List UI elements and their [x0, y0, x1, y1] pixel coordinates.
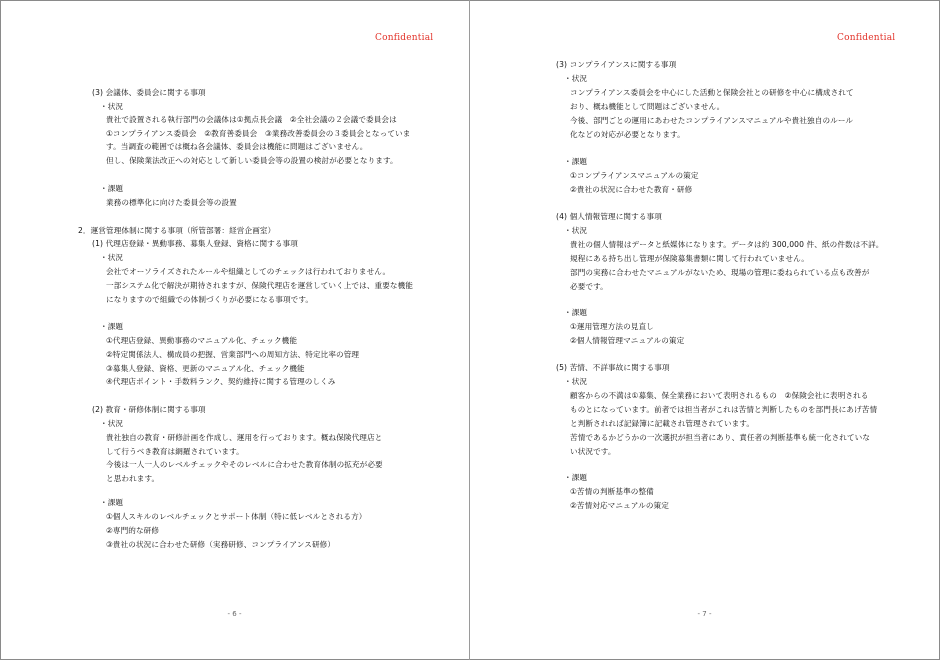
text-line: ④代理店ポイント・手数料ランク、契約維持に関する管理のしくみ [106, 377, 336, 386]
text-line: 今後は一人一人のレベルチェックやそのレベルに合わせた教育体制の拡充が必要 [106, 460, 383, 469]
text-line: 必要です。 [570, 282, 608, 291]
text-line: になりますので組織での体制づくりが必要になる事項です。 [106, 295, 314, 304]
text-line: 今後、部門ごとの運用にあわせたコンプライアンスマニュアルや貴社独自のルール [570, 116, 854, 125]
text-line: ・課題 [100, 322, 124, 331]
text-line: ③募集人登録、資格、更新のマニュアル化、チェック機能 [106, 364, 305, 373]
text-line: い状況です。 [570, 447, 616, 456]
text-line: ・課題 [564, 473, 588, 482]
text-line: 苦情であるかどうかの一次選択が担当者にあり、責任者の判断基準も統一化されていな [570, 433, 871, 442]
text-line: 一部システム化で解決が期待されますが、保険代理店を運営していく上では、重要な機能 [106, 281, 413, 290]
text-line: ・状況 [564, 226, 588, 235]
text-line: と判断されれば記録簿に記載され管理されています。 [570, 419, 755, 428]
right-page [470, 0, 939, 660]
text-line: 顧客からの不満は①募集、保全業務において表明されるもの ②保険会社に表明される [570, 391, 869, 400]
page-number: - 6 - [227, 610, 242, 618]
text-line: ①苦情の判断基準の整備 [570, 487, 654, 496]
text-line: ②貴社の状況に合わせた教育・研修 [570, 185, 693, 194]
text-line: 化などの対応が必要となります。 [570, 130, 685, 139]
text-line: ものとになっています。前者では担当者がこれは苦情と判断したものを部門長にあげ苦情 [570, 405, 878, 414]
text-line: 貴社で設置される執行部門の会議体は①拠点長会議 ②全社会議の２会議で委員会は [106, 115, 397, 124]
text-line: ①コンプライアンス委員会 ②教育善委員会 ③業務改善委員会の３委員会となっていま [106, 129, 411, 138]
text-line: ・状況 [100, 419, 124, 428]
text-line: す。当調査の範囲では概ね各会議体、委員会は機能に問題はございません。 [106, 142, 368, 151]
text-line: ①個人スキルのレベルチェックとサポート体制（特に低レベルとされる方） [106, 512, 367, 521]
text-line: ③貴社の状況に合わせた研修（実務研修、コンプライアンス研修） [106, 540, 336, 549]
text-line: (2) 教育・研修体制に関する事項 [92, 405, 206, 414]
text-line: (1) 代理店登録・異動事務、募集人登録、資格に関する事項 [92, 239, 298, 248]
text-line: ②個人情報管理マニュアルの策定 [570, 336, 685, 345]
text-line: 但し、保険業法改正への対応として新しい委員会等の設置の検討が必要となります。 [106, 156, 398, 165]
text-line: (3) 会議体、委員会に関する事項 [92, 88, 206, 97]
text-line: (5) 苦情、不詳事故に関する事項 [556, 363, 670, 372]
text-line: 貴社独自の教育・研修計画を作成し、運用を行っております。概ね保険代理店と [106, 433, 383, 442]
text-line: して行うべき教育は網羅されています。 [106, 447, 244, 456]
text-line: ①代理店登録、異動事務のマニュアル化、チェック機能 [106, 336, 298, 345]
text-line: ②専門的な研修 [106, 526, 160, 535]
text-line: 業務の標準化に向けた委員会等の設置 [106, 198, 237, 207]
text-line: ・課題 [564, 308, 588, 317]
text-line: ・状況 [100, 102, 124, 111]
text-line: ②特定関係法人、構成員の把握、営業部門への周知方法、特定比率の管理 [106, 350, 360, 359]
text-line: と思われます。 [106, 474, 160, 483]
text-line: ・課題 [100, 184, 124, 193]
text-line: ・課題 [564, 157, 588, 166]
text-line: ②苦情対応マニュアルの策定 [570, 501, 669, 510]
text-line: ・課題 [100, 498, 124, 507]
text-line: 規程にある持ち出し管理が保険募集書類に関して行われていません。 [570, 254, 809, 263]
text-line: ・状況 [100, 253, 124, 262]
confidential-label: Confidential [375, 33, 434, 43]
text-line: (3) コンプライアンスに関する事項 [556, 60, 677, 69]
left-page [0, 0, 469, 660]
text-line: 部門の実務に合わせたマニュアルがないため、現場の管理に委ねられている点も改善が [570, 268, 870, 277]
text-line: ①運用管理方法の見直し [570, 322, 654, 331]
text-line: (4) 個人情報管理に関する事項 [556, 212, 662, 221]
page-number: - 7 - [697, 610, 712, 618]
text-line: ・状況 [564, 377, 588, 386]
text-line: 2．運営管理体制に関する事項（所管部署：経営企画室） [78, 226, 276, 235]
text-line: 貴社の個人情報はデータと紙媒体になります。データは約 300,000 件、紙の件数は不詳。 [570, 240, 884, 249]
text-line: ・状況 [564, 74, 588, 83]
text-line: おり、概ね機能として問題はございません。 [570, 102, 725, 111]
text-line: 会社でオーソライズされたルールや組織としてのチェックは行われておりません。 [106, 267, 391, 276]
text-line: コンプライアンス委員会を中心にした活動と保険会社との研修を中心に構成されて [570, 88, 854, 97]
confidential-label: Confidential [837, 33, 896, 43]
text-line: ①コンプライアンスマニュアルの策定 [570, 171, 699, 180]
